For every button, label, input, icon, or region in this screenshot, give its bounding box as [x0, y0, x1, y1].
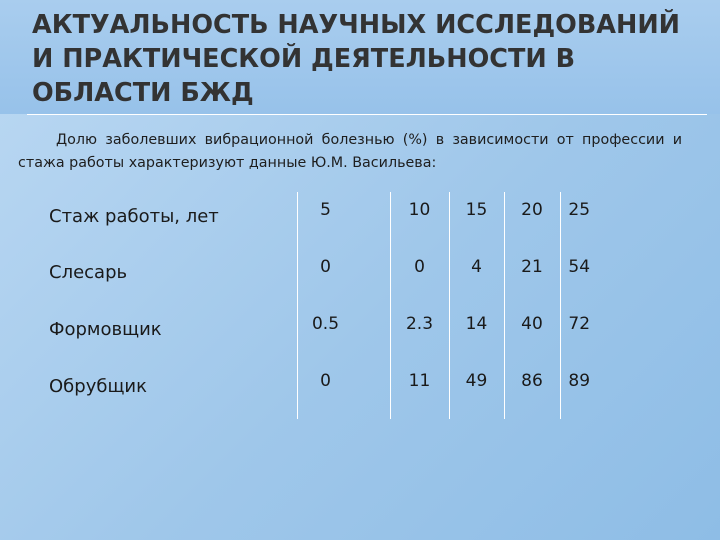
table-cell: 15	[449, 192, 504, 248]
row-label: Формовщик	[49, 319, 162, 340]
table-cell: 2.3	[390, 305, 449, 362]
table-row	[43, 192, 598, 248]
row-label: Обрубщик	[49, 376, 147, 397]
table-cell: 86	[504, 362, 560, 419]
data-table	[43, 192, 598, 419]
table-cell: 54	[560, 248, 598, 305]
table-cell: 40	[504, 305, 560, 362]
table-cell: 11	[390, 362, 449, 419]
intro-paragraph: Долю заболевших вибрационной болезнью (%) в зависимости от профессии и стажа работы характеризуют данные Ю.М. Васильева:	[18, 132, 682, 171]
table-row	[43, 362, 598, 419]
table-cell: 0.5	[297, 305, 390, 362]
table-cell: 20	[504, 192, 560, 248]
table-cell: 5	[297, 192, 390, 248]
table-cell: 25	[560, 192, 598, 248]
table-cell: 14	[449, 305, 504, 362]
table-cell: 49	[449, 362, 504, 419]
table-cell: 0	[297, 362, 390, 419]
table-cell: 10	[390, 192, 449, 248]
table-cell: 89	[560, 362, 598, 419]
row-label: Стаж работы, лет	[49, 206, 219, 227]
table-cell: 4	[449, 248, 504, 305]
table-row	[43, 248, 598, 305]
table-cell: 0	[390, 248, 449, 305]
row-label: Слесарь	[49, 262, 128, 283]
title-divider	[27, 114, 707, 115]
table-cell: 0	[297, 248, 390, 305]
table-cell: 21	[504, 248, 560, 305]
slide-title: АКТУАЛЬНОСТЬ НАУЧНЫХ ИССЛЕДОВАНИЙ И ПРАКТИЧЕСКОЙ ДЕЯТЕЛЬНОСТИ В ОБЛАСТИ БЖД	[32, 10, 681, 108]
table-row	[43, 305, 598, 362]
table-cell: 72	[560, 305, 598, 362]
